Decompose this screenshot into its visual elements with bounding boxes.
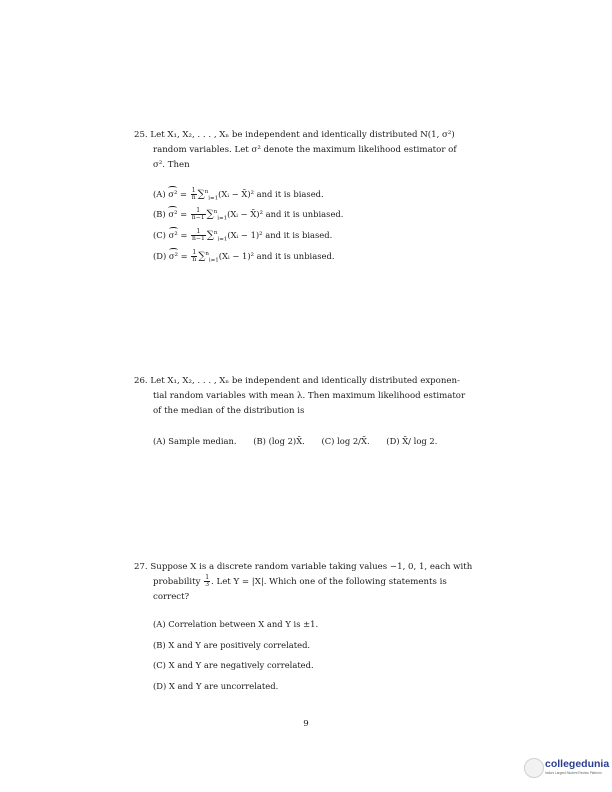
q25-line3: σ². Then bbox=[153, 160, 190, 170]
logo-tagline: India's Largest Student Review Platform bbox=[545, 771, 602, 775]
q25-option-d: (D) σ² = $\frac{1}{n}$ ∑$^n_{i=1}$(Xᵢ − 1)² and it is unbiased. bbox=[153, 249, 335, 264]
q26-line1: 26. Let X₁, X₂, . . . , Xₙ be independent and identically distributed exponen- bbox=[134, 376, 460, 386]
q26-line3: of the median of the distribution is bbox=[153, 406, 305, 416]
q27-line2: probability $\frac{1}{3}$ . Let Y = |X|. Which one of the following statements is bbox=[153, 574, 447, 588]
q27-option-a: (A) Correlation between X and Y is ±1. bbox=[153, 619, 319, 629]
q26-option-a: (A) Sample median. bbox=[153, 436, 237, 446]
q26-line2: tial random variables with mean λ. Then maximum likelihood estimator bbox=[153, 391, 466, 401]
q27-option-d: (D) X and Y are uncorrelated. bbox=[153, 681, 279, 691]
page-number: 9 bbox=[303, 719, 309, 729]
q26-option-c: (C) log 2/X̄. bbox=[321, 436, 370, 446]
q25-line1: 25. Let X₁, X₂, . . . , Xₙ be independent and identically distributed N(1, σ²) bbox=[134, 130, 455, 140]
q27-line1: 27. Suppose X is a discrete random variable taking values −1, 0, 1, each with bbox=[134, 562, 473, 572]
q25-option-b: (B) σ² = $\frac{1}{n-1}$ ∑$^n_{i=1}$(Xᵢ − X̄)² and it is unbiased. bbox=[153, 207, 344, 222]
q26-option-d: (D) X̄/ log 2. bbox=[386, 436, 438, 446]
q27-option-b: (B) X and Y are positively correlated. bbox=[153, 640, 311, 650]
q27-line3: correct? bbox=[153, 592, 190, 602]
q25-line2: random variables. Let σ² denote the maximum likelihood estimator of bbox=[153, 145, 457, 155]
question-27 bbox=[134, 560, 498, 605]
q25-option-c: (C) σ² = $\frac{1}{n-1}$ ∑$^n_{i=1}$(Xᵢ − 1)² and it is biased. bbox=[153, 228, 333, 243]
question-26 bbox=[134, 374, 498, 419]
q25-option-a: (A) σ² = $\frac{1}{n}$ ∑$^n_{i=1}$(Xᵢ − X̄)² and it is biased. bbox=[153, 187, 324, 202]
q26-option-b: (B) (log 2)X̄. bbox=[253, 436, 305, 446]
q26-options bbox=[153, 436, 451, 446]
collegedunia-logo bbox=[524, 757, 612, 779]
q27-option-c: (C) X and Y are negatively correlated. bbox=[153, 660, 314, 670]
question-25 bbox=[134, 128, 498, 173]
owl-icon bbox=[524, 758, 544, 778]
logo-name: collegedunia bbox=[545, 758, 610, 770]
